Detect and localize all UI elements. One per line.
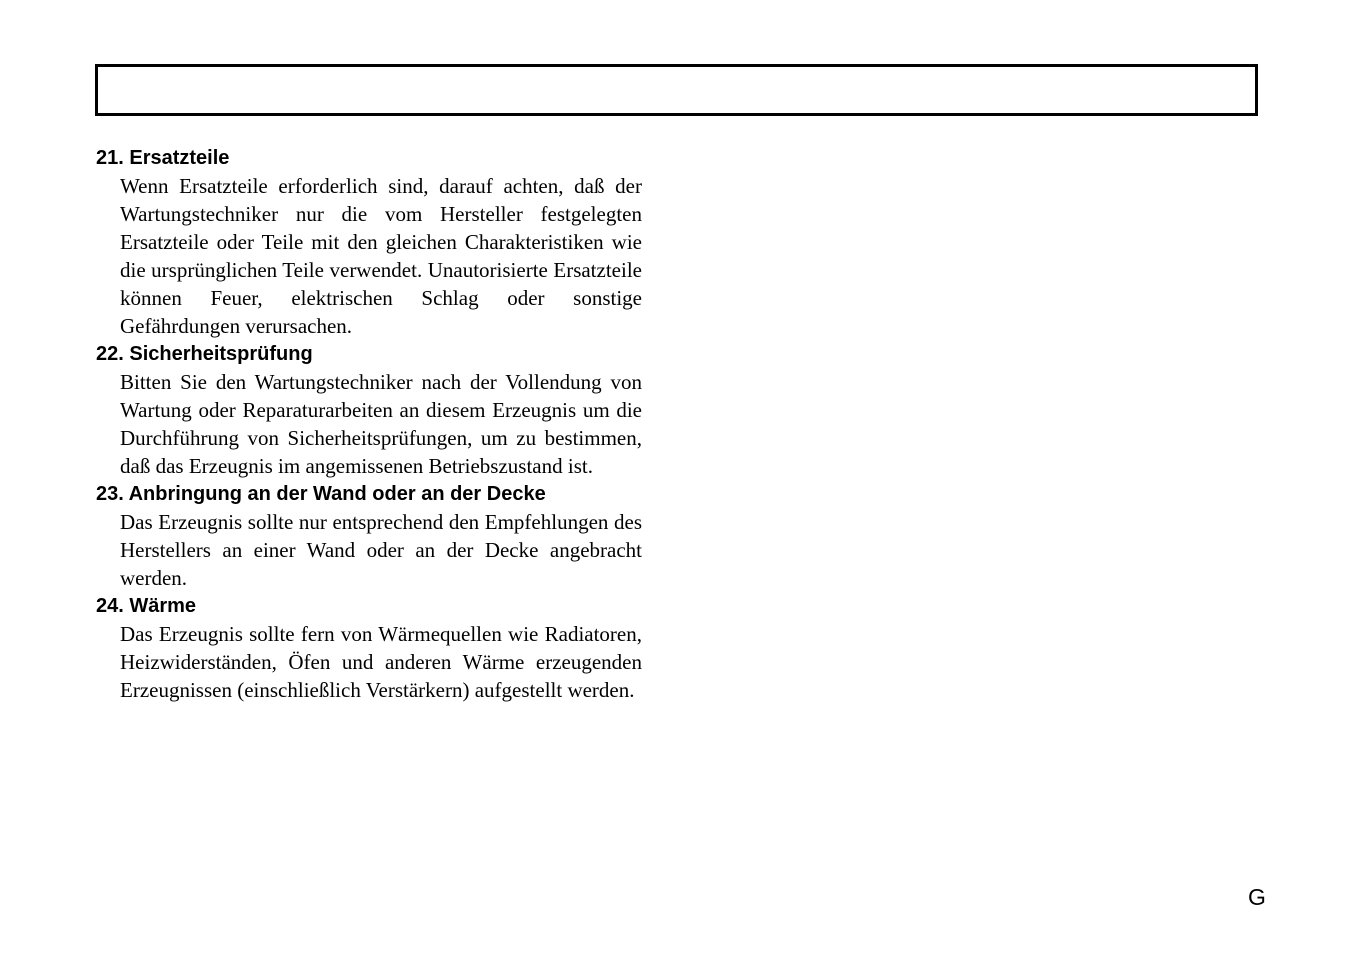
section-body: Wenn Ersatzteile erforderlich sind, darauf achten, daß der Wartungstechniker nur die vom Hersteller festgelegten Ersatzteile oder Teile mit den gleichen Charakteristiken wie die ursprünglichen Teile verwendet. Unautorisierte Ersatzteile können Feuer, elektrischen Schlag oder sonstige Gefährdungen verursachen. <box>120 174 642 338</box>
section-title: 21. Ersatzteile <box>96 147 230 169</box>
section-title: 24. Wärme <box>96 595 197 617</box>
header-box <box>95 64 1258 116</box>
section-body: Das Erzeugnis sollte nur entsprechend den Empfehlungen des Herstellers an einer Wand oder an der Decke angebracht werden. <box>120 510 642 590</box>
section-body: Das Erzeugnis sollte fern von Wärmequellen wie Radiatoren, Heizwiderständen, Öfen und anderen Wärme erzeugenden Erzeugnissen (einschließlich Verstärkern) aufgestellt werden. <box>120 622 642 702</box>
section-body: Bitten Sie den Wartungstechniker nach der Vollendung von Wartung oder Reparaturarbeiten an diesem Erzeugnis um die Durchführung von Sicherheitsprüfungen, um zu bestimmen, daß das Erzeugnis im angemissenen Betriebszustand ist. <box>120 370 642 478</box>
document-content <box>96 146 642 706</box>
section-title: 22. Sicherheitsprüfung <box>96 343 313 365</box>
page-letter: G <box>1248 884 1266 910</box>
section-replacement-parts <box>96 146 642 340</box>
section-wall-ceiling-mounting <box>96 482 642 592</box>
section-title: 23. Anbringung an der Wand oder an der Decke <box>96 483 546 505</box>
section-heat <box>96 594 642 704</box>
section-safety-check <box>96 342 642 480</box>
